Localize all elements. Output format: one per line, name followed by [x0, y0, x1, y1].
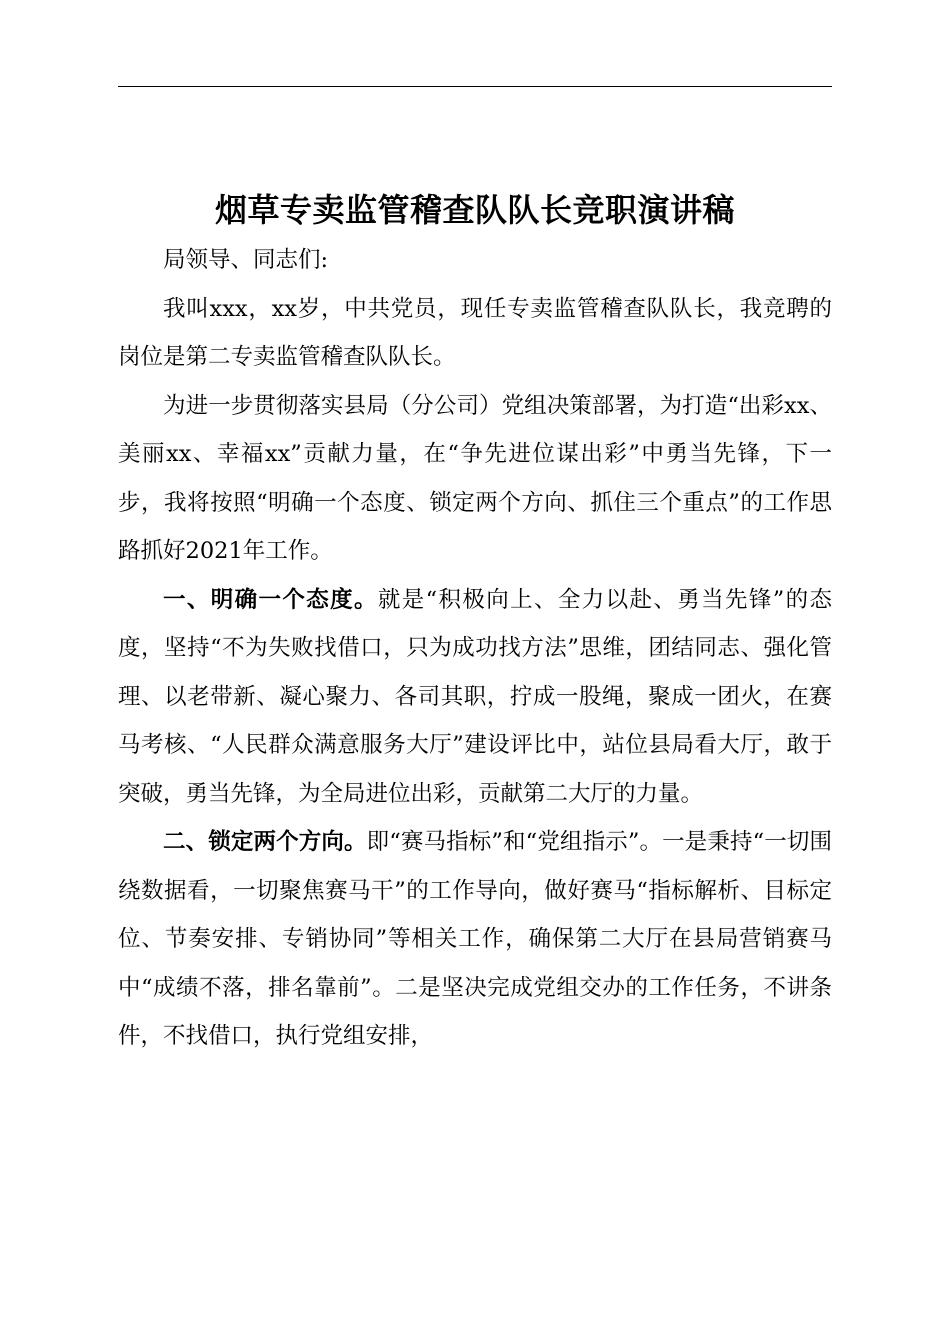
paragraph-text: 就是“积极向上、全力以赴、勇当先锋”的态度，坚持“不为失败找借口，只为成功找方法”思维，团结同志、强化管理、以老带新、凝心聚力、各司其职，拧成一股绳，聚成一团火，在赛马考核、“人民群众满意服务大厅”建设评比中，站位县局看大厅，敢于突破，勇当先锋，为全局进位出彩，贡献第二大厅的力量。: [118, 586, 832, 807]
section-heading: 一、明确一个态度。: [163, 586, 378, 613]
document-body: [118, 236, 832, 1061]
paragraph-plan: [118, 382, 832, 576]
paragraph-attitude: [118, 576, 832, 819]
section-heading: 二、锁定两个方向。: [163, 829, 367, 855]
paragraph-directions: [118, 818, 832, 1061]
paragraph-text: 为进一步贯彻落实县局（分公司）党组决策部署，为打造“出彩xx、美丽xx、幸福xx”贡献力量，在“争先进位谋出彩”中勇当先锋，下一步，我将按照“明确一个态度、锁定两个方向、抓住三个重点”的工作思路抓好2021年工作。: [118, 392, 832, 564]
paragraph-text: 即“赛马指标”和“党组指示”。一是秉持“一切围绕数据看，一切聚焦赛马干”的工作导向，做好赛马“指标解析、目标定位、节奏安排、专销协同”等相关工作，确保第二大厅在县局营销赛马中“成绩不落，排名靠前”。二是坚决完成党组交办的工作任务，不讲条件，不找借口，执行党组安排，: [118, 829, 832, 1049]
paragraph-text: 我叫xxx，xx岁，中共党员，现任专卖监管稽查队队长，我竞聘的岗位是第二专卖监管稽查队队长。: [118, 295, 832, 370]
greeting: 局领导、同志们:: [163, 247, 329, 273]
header-rule: [118, 86, 832, 87]
document-title: 烟草专卖监管稽查队队长竞职演讲稿: [214, 191, 735, 229]
paragraph-intro: [118, 285, 832, 382]
